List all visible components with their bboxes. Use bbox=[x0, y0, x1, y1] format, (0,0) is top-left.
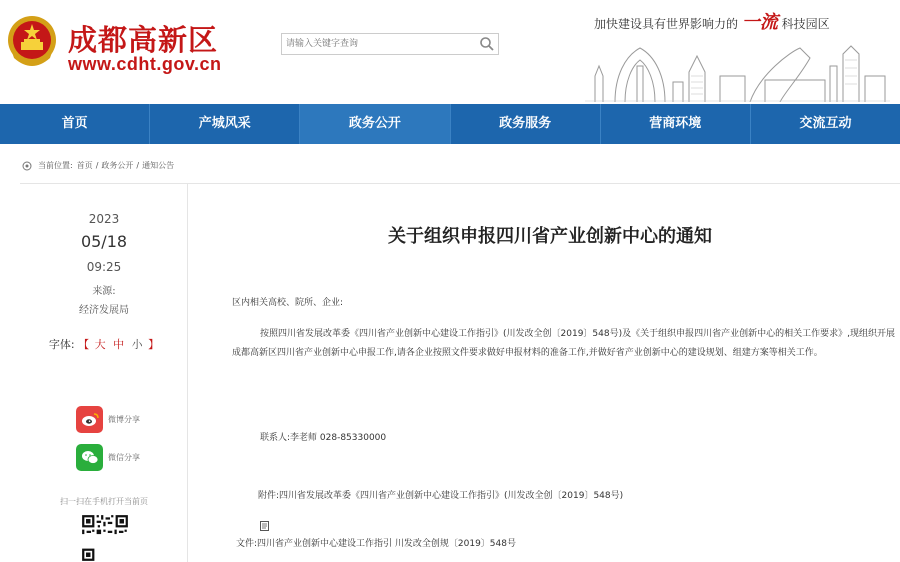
breadcrumb-sep: / bbox=[136, 161, 140, 170]
nav-item-gov-affairs[interactable]: 政务公开 bbox=[300, 104, 450, 144]
publish-year: 2023 bbox=[88, 212, 120, 226]
nav-item-city[interactable]: 产城风采 bbox=[150, 104, 300, 144]
share-weibo-label: 微博分享 bbox=[108, 415, 140, 424]
breadcrumb-sep: / bbox=[95, 161, 99, 170]
share-wechat-button[interactable] bbox=[76, 444, 140, 471]
nav-item-home[interactable]: 首页 bbox=[0, 104, 150, 144]
font-small-button[interactable]: 小 bbox=[131, 338, 143, 351]
publish-date: 05/18 bbox=[80, 232, 128, 251]
font-large-button[interactable]: 大 bbox=[94, 338, 106, 351]
search-box bbox=[281, 33, 499, 55]
article-attachment-note: 附件:四川省发展改革委《四川省产业创新中心建设工作指引》(川发改全创〔2019〕548号) bbox=[258, 491, 624, 501]
breadcrumb-gov-affairs[interactable]: 政务公开 bbox=[101, 161, 134, 170]
font-size-label: 字体: bbox=[48, 338, 75, 351]
nav-item-interaction[interactable]: 交流互动 bbox=[799, 116, 852, 131]
source-label: 来源: bbox=[92, 286, 116, 297]
breadcrumb bbox=[22, 160, 174, 171]
article-contact: 联系人:李老师 028-85330000 bbox=[260, 433, 387, 443]
source-name: 经济发展局 bbox=[79, 305, 129, 316]
national-emblem-icon bbox=[6, 12, 58, 72]
qr-code-image bbox=[62, 514, 148, 562]
article-greeting: 区内相关高校、院所、企业: bbox=[232, 298, 344, 308]
attachment-link[interactable]: 文件:四川省产业创新中心建设工作指引 川发改全创规〔2019〕548号 bbox=[236, 539, 516, 549]
share-wechat-label: 微信分享 bbox=[108, 453, 140, 462]
article bbox=[200, 184, 900, 562]
article-body-paragraph: 按照四川省发展改革委《四川省产业创新中心建设工作指引》(川发改全创〔2019〕548号)及《关于组织申报四川省产业创新中心的相关工作要求》,现组织开展成都高新区四川省产业创新中心申报工作,请各企业按照文件要求做好申报材料的准备工作,并做好省产业创新中心的建设规划、组建方案等相关工作。 bbox=[232, 329, 895, 358]
attachment-file-icon bbox=[260, 521, 269, 531]
site-header bbox=[0, 0, 900, 104]
article-meta-sidebar bbox=[20, 184, 188, 562]
header-slogan bbox=[594, 8, 830, 34]
slogan-suffix: 科技园区 bbox=[781, 17, 830, 31]
bracket-close: 】 bbox=[148, 338, 160, 351]
qr-caption: 扫一扫在手机打开当前页 bbox=[60, 497, 148, 506]
slogan-accent: 一流 bbox=[741, 12, 778, 33]
search-input[interactable] bbox=[286, 36, 466, 52]
main-nav bbox=[0, 104, 900, 144]
breadcrumb-home[interactable]: 首页 bbox=[76, 161, 93, 170]
breadcrumb-notices[interactable]: 通知公告 bbox=[142, 161, 175, 170]
skyline-illustration bbox=[585, 36, 890, 102]
article-title: 关于组织申报四川省产业创新中心的通知 bbox=[388, 226, 712, 247]
slogan-prefix: 加快建设具有世界影响力的 bbox=[594, 17, 739, 31]
site-url[interactable]: www.cdht.gov.cn bbox=[68, 54, 222, 74]
bracket-open: 【 bbox=[78, 338, 90, 351]
search-icon[interactable] bbox=[479, 36, 495, 52]
font-medium-button[interactable]: 中 bbox=[113, 338, 125, 351]
site-name[interactable]: 成都高新区 bbox=[68, 23, 219, 57]
share-weibo-button[interactable] bbox=[76, 406, 140, 433]
weibo-icon bbox=[76, 406, 103, 433]
wechat-icon bbox=[76, 444, 103, 471]
publish-time: 09:25 bbox=[86, 260, 122, 274]
breadcrumb-label: 当前位置: bbox=[38, 161, 73, 170]
location-icon bbox=[22, 161, 32, 171]
font-size-switcher bbox=[20, 336, 188, 352]
nav-item-business-env[interactable]: 营商环境 bbox=[601, 104, 751, 144]
nav-item-gov-services[interactable]: 政务服务 bbox=[451, 104, 601, 144]
